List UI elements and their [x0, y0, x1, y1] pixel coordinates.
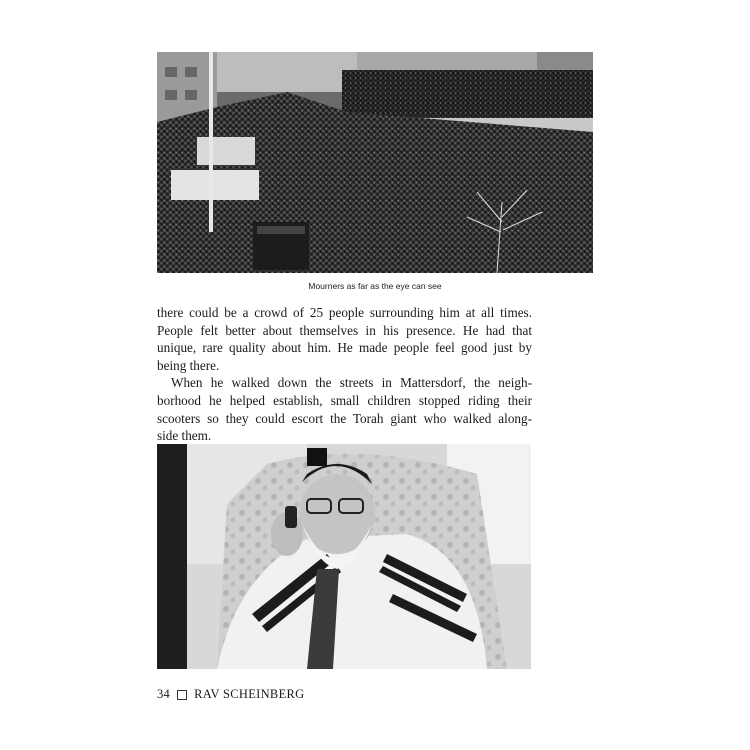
text-line: side them. — [157, 428, 212, 444]
paragraph-1 — [157, 304, 532, 374]
box-icon — [177, 690, 187, 700]
rabbi-photo-graphic — [157, 444, 531, 669]
crowd-photo-graphic — [157, 52, 593, 273]
text-line: scooters so they could escort the Torah giant who walked along- — [157, 410, 532, 426]
text-line: When he walked down the streets in Mattersdorf, the neigh- — [171, 375, 532, 391]
photo-crowd-of-mourners — [157, 52, 593, 273]
photo-caption: Mourners as far as the eye can see — [308, 281, 442, 291]
text-line: unique, rare quality about him. He made people feel good just by — [157, 340, 532, 356]
running-title: RAV SCHEINBERG — [194, 687, 305, 701]
text-line: People felt better about themselves in his presence. He had that — [157, 322, 532, 338]
text-line: there could be a crowd of 25 people surrounding him at all times. — [157, 305, 532, 320]
page-number: 34 — [157, 687, 171, 701]
page-footer — [157, 687, 304, 702]
text-line: borhood he helped establish, small children stopped riding their — [157, 392, 532, 408]
photo-rabbi-on-phone — [157, 444, 531, 669]
text-line: being there. — [157, 357, 220, 373]
body-text — [157, 304, 532, 445]
paragraph-2 — [157, 374, 532, 444]
